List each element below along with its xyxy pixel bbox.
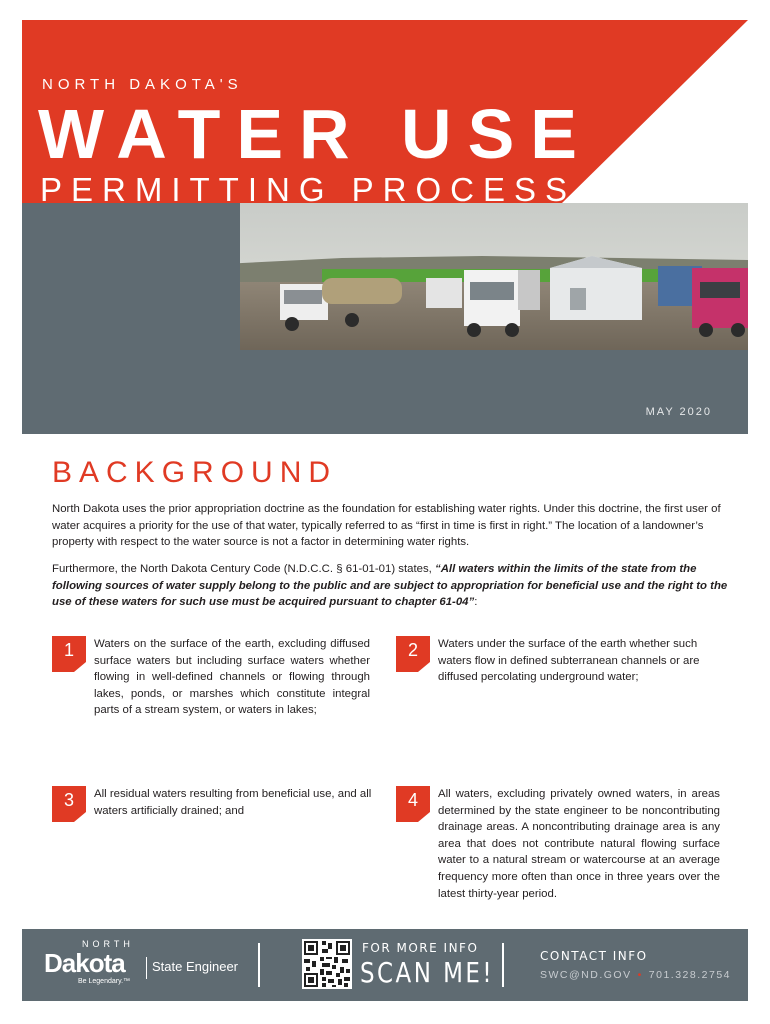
badge-number: 3: [63, 790, 74, 810]
number-badge: [396, 786, 430, 822]
footer-bar: [22, 929, 748, 1001]
bullet-separator: •: [637, 969, 643, 981]
trucks-photo: [222, 203, 748, 354]
contact-email-link[interactable]: SWC@ND.GOV: [540, 969, 632, 981]
page-title: WATER USE: [38, 95, 593, 173]
header-kicker: NORTH DAKOTA'S: [42, 76, 243, 93]
badge-number: 2: [407, 640, 418, 660]
contact-heading: CONTACT INFO: [540, 949, 648, 963]
list-item-text: Waters under the surface of the earth whether such waters flow in defined subterranean channels or are diffused percolating underground water;: [438, 638, 700, 684]
scan-me-label: SCAN ME!: [360, 956, 494, 989]
paragraph-2-lead: Furthermore, the North Dakota Century Code (N.D.C.C. § 61-01-01) states,: [52, 563, 436, 575]
badge-number: 4: [407, 790, 418, 810]
publication-date: MAY 2020: [645, 406, 712, 418]
contact-phone[interactable]: 701.328.2754: [648, 969, 731, 981]
section-heading-background: BACKGROUND: [52, 456, 338, 489]
logo-dakota: Dakota: [44, 948, 125, 978]
statute-quote: “All waters within the limits of the state from the following sources of water supply belong to the public and are subject to appropriation for beneficial use and the right to the use of these waters for such use must be acquired pursuant to chapter 61-04”: [52, 563, 728, 609]
number-badge: [52, 786, 86, 822]
footer-divider: [502, 943, 504, 987]
logo-tagline: Be Legendary.™: [78, 978, 131, 985]
number-badge: [52, 636, 86, 672]
qr-code-icon[interactable]: [302, 939, 352, 989]
background-paragraph-1: North Dakota uses the prior appropriation doctrine as the foundation for establishing water rights. Under this doctrine, the first user of water acquires a priority for the use of that water, typically referred to as “first in time is first in right.” The location of a landowner’s property with respect to the water source is not a factor in determining water rights.: [52, 503, 721, 549]
number-badge: [396, 636, 430, 672]
background-paragraph-2: [52, 561, 732, 611]
list-item-text: All residual waters resulting from beneficial use, and all waters artificially drained; and: [94, 788, 372, 817]
more-info-label: FOR MORE INFO: [362, 941, 479, 955]
badge-number: 1: [63, 640, 74, 660]
contact-details: [540, 969, 731, 981]
logo-north: NORTH: [82, 939, 134, 949]
header-banner: [22, 20, 748, 434]
list-item-text: Waters on the surface of the earth, excluding diffused surface waters but including surface waters whether flowing in well-defined channels or flowing through lakes, ponds, or marshes which constitute integral parts of a stream system, or waters in lakes;: [94, 638, 370, 717]
agency-name: State Engineer: [152, 959, 239, 974]
page-subtitle: PERMITTING PROCESS: [40, 171, 577, 208]
list-item-text: All waters, excluding privately owned waters, in areas determined by the state engineer to be noncontributing drainage areas. A noncontributing drainage area is any area that does not contribute natural flowing surface water to a natural stream or watercourse at an average frequency more often than once in three years over the latest thirty-year period.: [438, 788, 720, 900]
footer-divider: [258, 943, 260, 987]
logo-separator: [146, 957, 147, 979]
paragraph-2-end: :: [474, 596, 478, 609]
